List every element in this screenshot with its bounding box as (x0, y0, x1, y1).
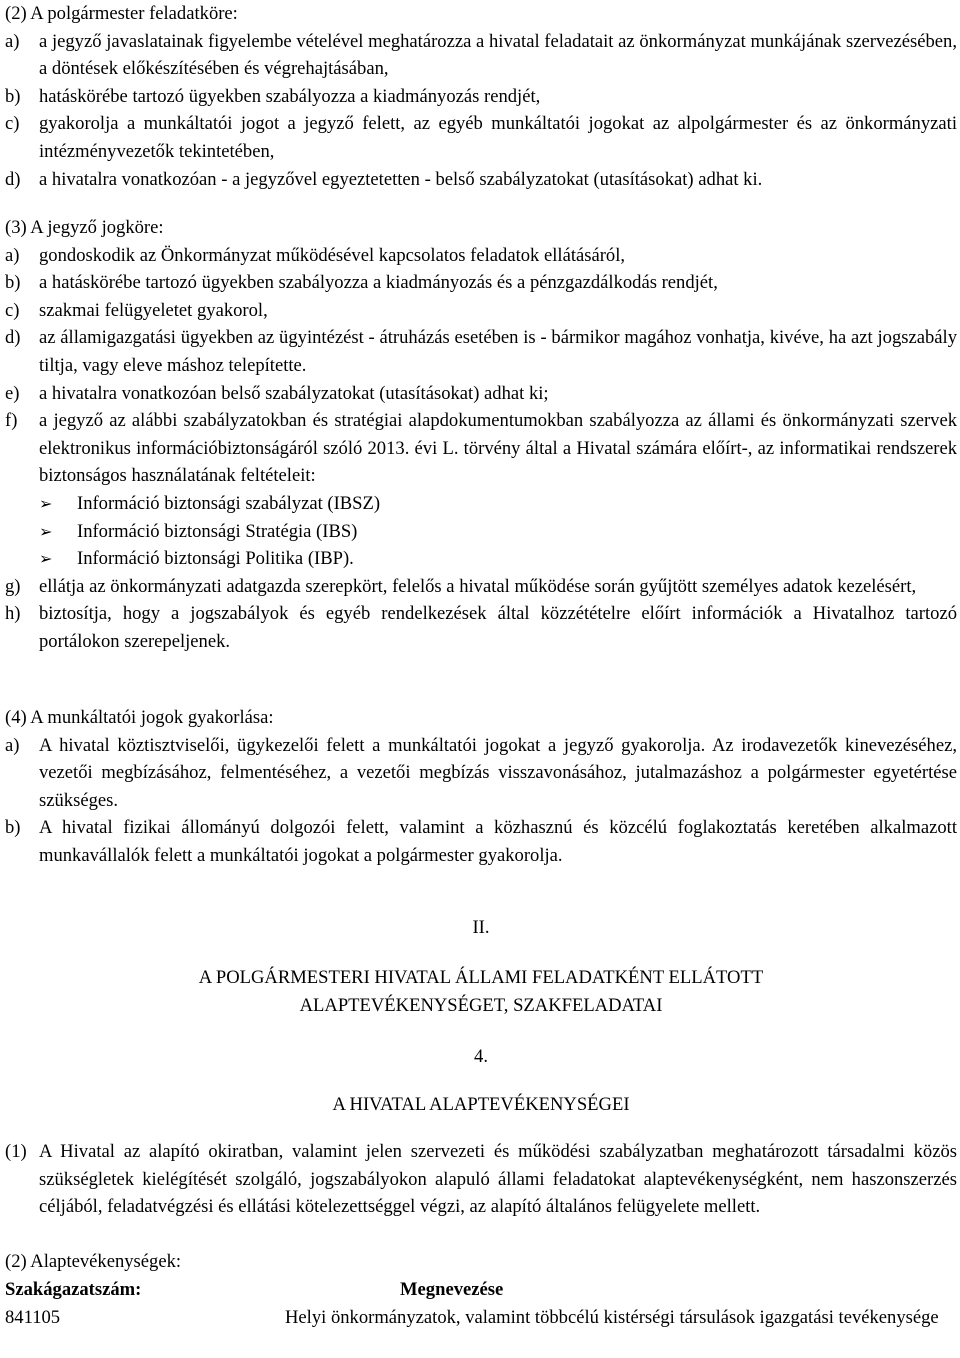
item-text: biztosítja, hogy a jogszabályok és egyéb rendelkezések által közzétételre előírt információk a Hivatalhoz tartozó portálokon szerepeljenek. (39, 603, 957, 652)
list-item (5, 297, 957, 325)
bullet-text: Információ biztonsági Stratégia (IBS) (77, 520, 358, 542)
item-text: a hivatalra vonatkozóan belső szabályzatokat (utasításokat) adhat ki; (39, 382, 549, 404)
item-marker: h) (5, 603, 21, 625)
item-text: a hivatalra vonatkozóan - a jegyzővel egyeztetetten - belső szabályzatokat (utasításokat) adhat ki. (39, 168, 763, 190)
list-item (5, 600, 957, 655)
bullet-text: Információ biztonsági szabályzat (IBSZ) (77, 492, 381, 514)
item-text: a jegyző javaslatainak figyelembe vételével meghatározza a hivatal feladatait az önkormányzat munkájának szervezésében, a döntések előkészítésében és végrehajtásában, (39, 30, 957, 80)
list-item (5, 1138, 957, 1221)
list-item (5, 573, 957, 601)
activity-table (5, 1276, 957, 1331)
bullet-item (5, 518, 957, 546)
section-jegyzo (5, 214, 957, 656)
section-polgarmester (5, 0, 957, 193)
section-heading: (3) A jegyző jogköre: (5, 217, 164, 238)
list-item (5, 110, 957, 165)
bullet-item (5, 545, 957, 573)
item-text: gyakorolja a munkáltatói jogot a jegyző felett, az egyéb munkáltatói jogokat az alpolgármester és az önkormányzati intézményvezetők tekintetében, (39, 113, 957, 162)
item-marker: c) (5, 113, 20, 135)
bullet-item (5, 490, 957, 518)
arrow-bullet-icon: ➢ (39, 549, 53, 569)
list-item (5, 732, 957, 815)
item-text: a hatáskörébe tartozó ügyekben szabályozza a kiadmányozás és a pénzgazdálkodás rendjét, (39, 272, 718, 294)
item-text: hatáskörébe tartozó ügyekben szabályozza a kiadmányozás rendjét, (39, 85, 541, 107)
table-header-code: Szakágazatszám: (5, 1279, 142, 1300)
bullet-text: Információ biztonsági Politika (IBP). (77, 548, 354, 570)
item-marker: b) (5, 817, 21, 839)
part-title-line-1: A POLGÁRMESTERI HIVATAL ÁLLAMI FELADATKÉNT ELLÁTOTT (198, 967, 764, 988)
item-marker: d) (5, 168, 21, 190)
section-heading: (4) A munkáltatói jogok gyakorlása: (5, 707, 274, 728)
chapter-title: A HIVATAL ALAPTEVÉKENYSÉGEI (332, 1094, 630, 1115)
list-item (5, 242, 957, 270)
section-heading: (2) A polgármester feladatköre: (5, 3, 238, 24)
list-item (5, 83, 957, 111)
paragraph-2-heading: (2) Alaptevékenységek: (5, 1251, 182, 1272)
item-marker: a) (5, 734, 20, 756)
chapter-number: 4. (474, 1046, 488, 1067)
item-marker: e) (5, 382, 20, 404)
section-munkaltatoi-jogok (5, 704, 957, 870)
item-marker: f) (5, 410, 18, 432)
item-marker: c) (5, 299, 20, 321)
paragraph-1 (5, 1138, 957, 1221)
item-marker: b) (5, 272, 21, 294)
list-item (5, 380, 957, 408)
list-item (5, 407, 957, 490)
table-cell-name: Helyi önkormányzatok, valamint többcélú kistérségi társulások igazgatási tevékenysége (285, 1306, 939, 1328)
list-item (5, 269, 957, 297)
item-marker: d) (5, 327, 21, 349)
list-item (5, 28, 957, 83)
table-header (5, 1276, 957, 1304)
table-header-name: Megnevezése (400, 1279, 504, 1300)
item-text: A hivatal köztisztviselői, ügykezelői felett a munkáltatói jogokat a jegyző gyakorolja. Az irodavezetők kinevezéséhez, vezetői megbízásához, felmentéséhez, a vezetői megbízás visszavonásához, jutalmazáshoz a polgármester egyetértése szükséges. (39, 734, 957, 811)
item-marker: a) (5, 244, 20, 266)
item-marker: g) (5, 575, 21, 597)
item-text: szakmai felügyeletet gyakorol, (39, 299, 268, 321)
item-text: az államigazgatási ügyekben az ügyintézést - átruházás esetében is - bármikor magához vonhatja, kivéve, ha azt jogszabály tiltja, vagy eleve máshoz telepítette. (39, 327, 957, 376)
part-title-line-2: ALAPTEVÉKENYSÉGET, SZAKFELADATAI (299, 995, 663, 1016)
list-item (5, 814, 957, 869)
list-item (5, 324, 957, 379)
item-text: A hivatal fizikai állományú dolgozói felett, valamint a közhasznú és közcélú foglakoztatás keretében alkalmazott munkavállalók felett a munkáltatói jogokat a polgármester gyakorolja. (39, 817, 957, 866)
item-text: gondoskodik az Önkormányzat működésével kapcsolatos feladatok ellátásáról, (39, 244, 626, 266)
arrow-bullet-icon: ➢ (39, 493, 53, 513)
list-item (5, 166, 957, 194)
table-row (5, 1304, 957, 1332)
item-marker: a) (5, 30, 20, 52)
item-text: A Hivatal az alapító okiratban, valamint jelen szervezeti és működési szabályzatban meghatározott társadalmi közös szükségletek kielégítését szolgáló, jogszabályokon alapuló állami feladatokat alaptevékenységként, nem haszonszerzés céljából, feladatvégzési és ellátási kötelezettséggel végzi, az alapító általános felügyelete mellett. (39, 1141, 957, 1218)
item-marker: (1) (5, 1141, 27, 1162)
item-text: ellátja az önkormányzati adatgazda szerepkört, felelős a hivatal működése során gyűjtött személyes adatok kezelésért, (39, 575, 917, 597)
item-text: a jegyző az alábbi szabályzatokban és stratégiai alapdokumentumokban szabályozza az állami és önkormányzati szervek elektronikus információbiztonságáról szóló 2013. évi L. törvény által a Hivatal számára előírt-, az informatikai rendszerek biztonságos használatának feltételeit: (39, 410, 957, 487)
arrow-bullet-icon: ➢ (39, 521, 53, 541)
item-marker: b) (5, 85, 21, 107)
table-cell-code: 841105 (5, 1306, 61, 1328)
part-roman-numeral: II. (472, 917, 490, 938)
